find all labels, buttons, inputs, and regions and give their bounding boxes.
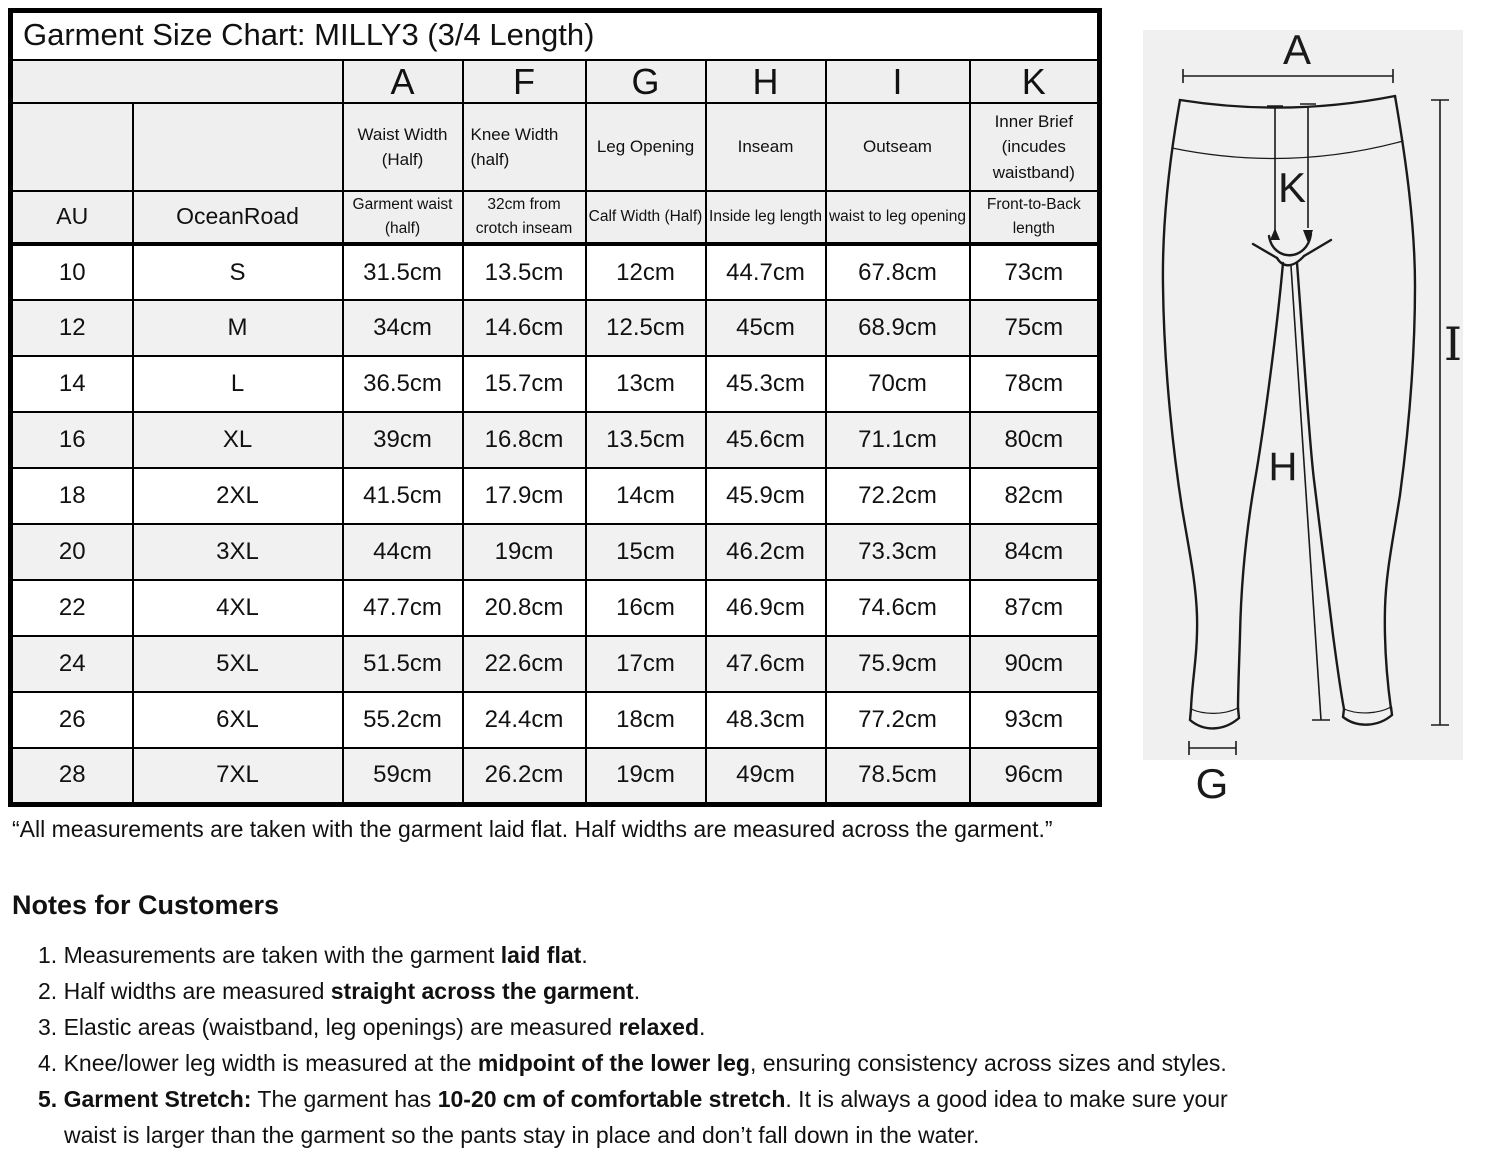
leggings-measurement-diagram (1140, 20, 1475, 810)
table-cell: 96cm (970, 748, 1100, 804)
note-text-segment: , ensuring consistency across sizes and styles. (749, 1050, 1227, 1076)
table-cell: 55.2cm (343, 692, 463, 748)
table-cell: 67.8cm (826, 244, 970, 300)
table-cell: 14 (11, 356, 133, 412)
column-letter-a: A (343, 60, 463, 103)
measure-description-row (11, 191, 1100, 244)
table-cell: 74.6cm (826, 580, 970, 636)
table-row (11, 356, 1100, 412)
measure-desc-waist: Garment waist (half) (343, 191, 463, 244)
note-text-segment: Elastic areas (waistband, leg openings) are measured (63, 1014, 619, 1040)
note-text-segment: straight across the garment (330, 978, 634, 1004)
table-row (11, 692, 1100, 748)
brand-size-header: OceanRoad (133, 191, 343, 244)
table-cell: 45cm (706, 300, 826, 356)
note-item (12, 1081, 1332, 1153)
column-letter-g: G (586, 60, 706, 103)
table-cell: 15.7cm (463, 356, 586, 412)
table-cell: 41.5cm (343, 468, 463, 524)
table-cell: 68.9cm (826, 300, 970, 356)
table-cell: 82cm (970, 468, 1100, 524)
table-cell: 75.9cm (826, 636, 970, 692)
table-cell: 51.5cm (343, 636, 463, 692)
table-cell: M (133, 300, 343, 356)
measurement-footnote: “All measurements are taken with the garment laid flat. Half widths are measured across the garment.” (12, 816, 1053, 842)
table-cell: 26.2cm (463, 748, 586, 804)
table-cell: 72.2cm (826, 468, 970, 524)
table-cell: 71.1cm (826, 412, 970, 468)
table-cell: 12 (11, 300, 133, 356)
table-row (11, 748, 1100, 804)
table-cell: 3XL (133, 524, 343, 580)
size-chart-table (8, 8, 1102, 807)
measure-name-waist: Waist Width (Half) (343, 103, 463, 191)
notes-section (12, 890, 1332, 1153)
table-cell: 20 (11, 524, 133, 580)
blank-cell (11, 103, 133, 191)
note-text-segment: Half widths are measured (63, 978, 331, 1004)
table-cell: 70cm (826, 356, 970, 412)
table-cell: 45.9cm (706, 468, 826, 524)
table-cell: 44cm (343, 524, 463, 580)
table-cell: 46.2cm (706, 524, 826, 580)
note-number: 2. (38, 978, 58, 1004)
table-row (11, 468, 1100, 524)
table-cell: 16cm (586, 580, 706, 636)
notes-heading: Notes for Customers (12, 890, 280, 920)
table-cell: 7XL (133, 748, 343, 804)
table-cell: 15cm (586, 524, 706, 580)
blank-cell (11, 60, 343, 103)
table-row (11, 412, 1100, 468)
table-cell: 4XL (133, 580, 343, 636)
diagram-label-h: H (1268, 445, 1298, 489)
note-text-segment: The garment has (251, 1086, 438, 1112)
table-row (11, 300, 1100, 356)
note-number: 3. (38, 1014, 58, 1040)
measure-desc-knee: 32cm from crotch inseam (463, 191, 586, 244)
note-text-segment: relaxed (618, 1014, 699, 1040)
column-letter-i: I (826, 60, 970, 103)
table-cell: 13.5cm (586, 412, 706, 468)
note-text-segment: laid flat (500, 942, 582, 968)
table-cell: 80cm (970, 412, 1100, 468)
table-cell: 90cm (970, 636, 1100, 692)
note-item (12, 1009, 1332, 1045)
diagram-label-a: A (1282, 26, 1312, 73)
table-cell: 46.9cm (706, 580, 826, 636)
table-cell: 47.7cm (343, 580, 463, 636)
table-row (11, 636, 1100, 692)
table-cell: 78.5cm (826, 748, 970, 804)
table-cell: 18cm (586, 692, 706, 748)
note-text-segment: midpoint of the lower leg (477, 1050, 750, 1076)
page-title: Garment Size Chart: MILLY3 (3/4 Length) (11, 11, 1100, 61)
diagram-background (1143, 30, 1463, 760)
table-cell: 39cm (343, 412, 463, 468)
note-text-segment: . (699, 1014, 706, 1040)
table-cell: 49cm (706, 748, 826, 804)
measure-desc-calf: Calf Width (Half) (586, 191, 706, 244)
table-cell: 12cm (586, 244, 706, 300)
table-cell: 10 (11, 244, 133, 300)
note-text-segment: Garment Stretch: (63, 1086, 252, 1112)
notes-list (12, 937, 1332, 1153)
table-cell: 34cm (343, 300, 463, 356)
table-cell: 18 (11, 468, 133, 524)
note-text-segment: Knee/lower leg width is measured at the (63, 1050, 478, 1076)
blank-cell (133, 103, 343, 191)
measure-name-row (11, 103, 1100, 191)
note-item (12, 1045, 1332, 1081)
table-cell: 20.8cm (463, 580, 586, 636)
table-cell: 48.3cm (706, 692, 826, 748)
table-cell: 22.6cm (463, 636, 586, 692)
table-cell: L (133, 356, 343, 412)
table-cell: 26 (11, 692, 133, 748)
table-cell: 24 (11, 636, 133, 692)
table-cell: 16.8cm (463, 412, 586, 468)
note-item (12, 937, 1332, 973)
table-cell: 12.5cm (586, 300, 706, 356)
table-cell: 45.3cm (706, 356, 826, 412)
table-cell: 13cm (586, 356, 706, 412)
table-cell: 73.3cm (826, 524, 970, 580)
column-letter-f: F (463, 60, 586, 103)
note-text-segment: waist is larger than the garment so the pants stay in place and don’t fall down in the water. (64, 1122, 980, 1148)
table-cell: 84cm (970, 524, 1100, 580)
table-cell: 19cm (463, 524, 586, 580)
measure-name-inseam: Inseam (706, 103, 826, 191)
table-cell: 14.6cm (463, 300, 586, 356)
table-cell: XL (133, 412, 343, 468)
table-cell: 36.5cm (343, 356, 463, 412)
au-size-header: AU (11, 191, 133, 244)
diagram-label-i: I (1443, 317, 1463, 371)
table-cell: 59cm (343, 748, 463, 804)
table-cell: 24.4cm (463, 692, 586, 748)
table-cell: 47.6cm (706, 636, 826, 692)
table-cell: 19cm (586, 748, 706, 804)
diagram-label-k: K (1277, 164, 1307, 211)
column-letter-k: K (970, 60, 1100, 103)
note-number: 5. (38, 1086, 58, 1112)
table-cell: 75cm (970, 300, 1100, 356)
table-cell: 22 (11, 580, 133, 636)
note-text-segment: Measurements are taken with the garment (63, 942, 501, 968)
size-rows-body (11, 244, 1100, 804)
table-cell: 78cm (970, 356, 1100, 412)
table-cell: 77.2cm (826, 692, 970, 748)
measure-name-inner-brief: Inner Brief (incudes waistband) (970, 103, 1100, 191)
measure-name-leg-opening: Leg Opening (586, 103, 706, 191)
table-row (11, 580, 1100, 636)
table-cell: 17cm (586, 636, 706, 692)
note-text-segment: 10-20 cm of comfortable stretch (437, 1086, 786, 1112)
table-row (11, 524, 1100, 580)
note-text-segment: . It is always a good idea to make sure your (785, 1086, 1228, 1112)
note-number: 1. (38, 942, 58, 968)
measure-desc-outseam: waist to leg opening (826, 191, 970, 244)
table-cell: 6XL (133, 692, 343, 748)
table-cell: 16 (11, 412, 133, 468)
table-cell: 45.6cm (706, 412, 826, 468)
table-cell: 44.7cm (706, 244, 826, 300)
note-item (12, 973, 1332, 1009)
table-cell: S (133, 244, 343, 300)
note-text-segment: . (633, 978, 641, 1004)
table-cell: 31.5cm (343, 244, 463, 300)
measure-name-outseam: Outseam (826, 103, 970, 191)
table-row (11, 244, 1100, 300)
measure-desc-inside-leg: Inside leg length (706, 191, 826, 244)
note-number: 4. (38, 1050, 58, 1076)
table-cell: 5XL (133, 636, 343, 692)
table-cell: 28 (11, 748, 133, 804)
table-cell: 17.9cm (463, 468, 586, 524)
note-text-segment: . (581, 942, 588, 968)
letter-header-row (11, 60, 1100, 103)
measure-desc-front-back: Front-to-Back length (970, 191, 1100, 244)
diagram-label-g: G (1195, 760, 1229, 807)
table-cell: 2XL (133, 468, 343, 524)
table-cell: 13.5cm (463, 244, 586, 300)
table-cell: 87cm (970, 580, 1100, 636)
measure-name-knee: Knee Width (half) (463, 103, 586, 191)
table-cell: 93cm (970, 692, 1100, 748)
table-cell: 73cm (970, 244, 1100, 300)
title-row (11, 11, 1100, 61)
table-cell: 14cm (586, 468, 706, 524)
column-letter-h: H (706, 60, 826, 103)
